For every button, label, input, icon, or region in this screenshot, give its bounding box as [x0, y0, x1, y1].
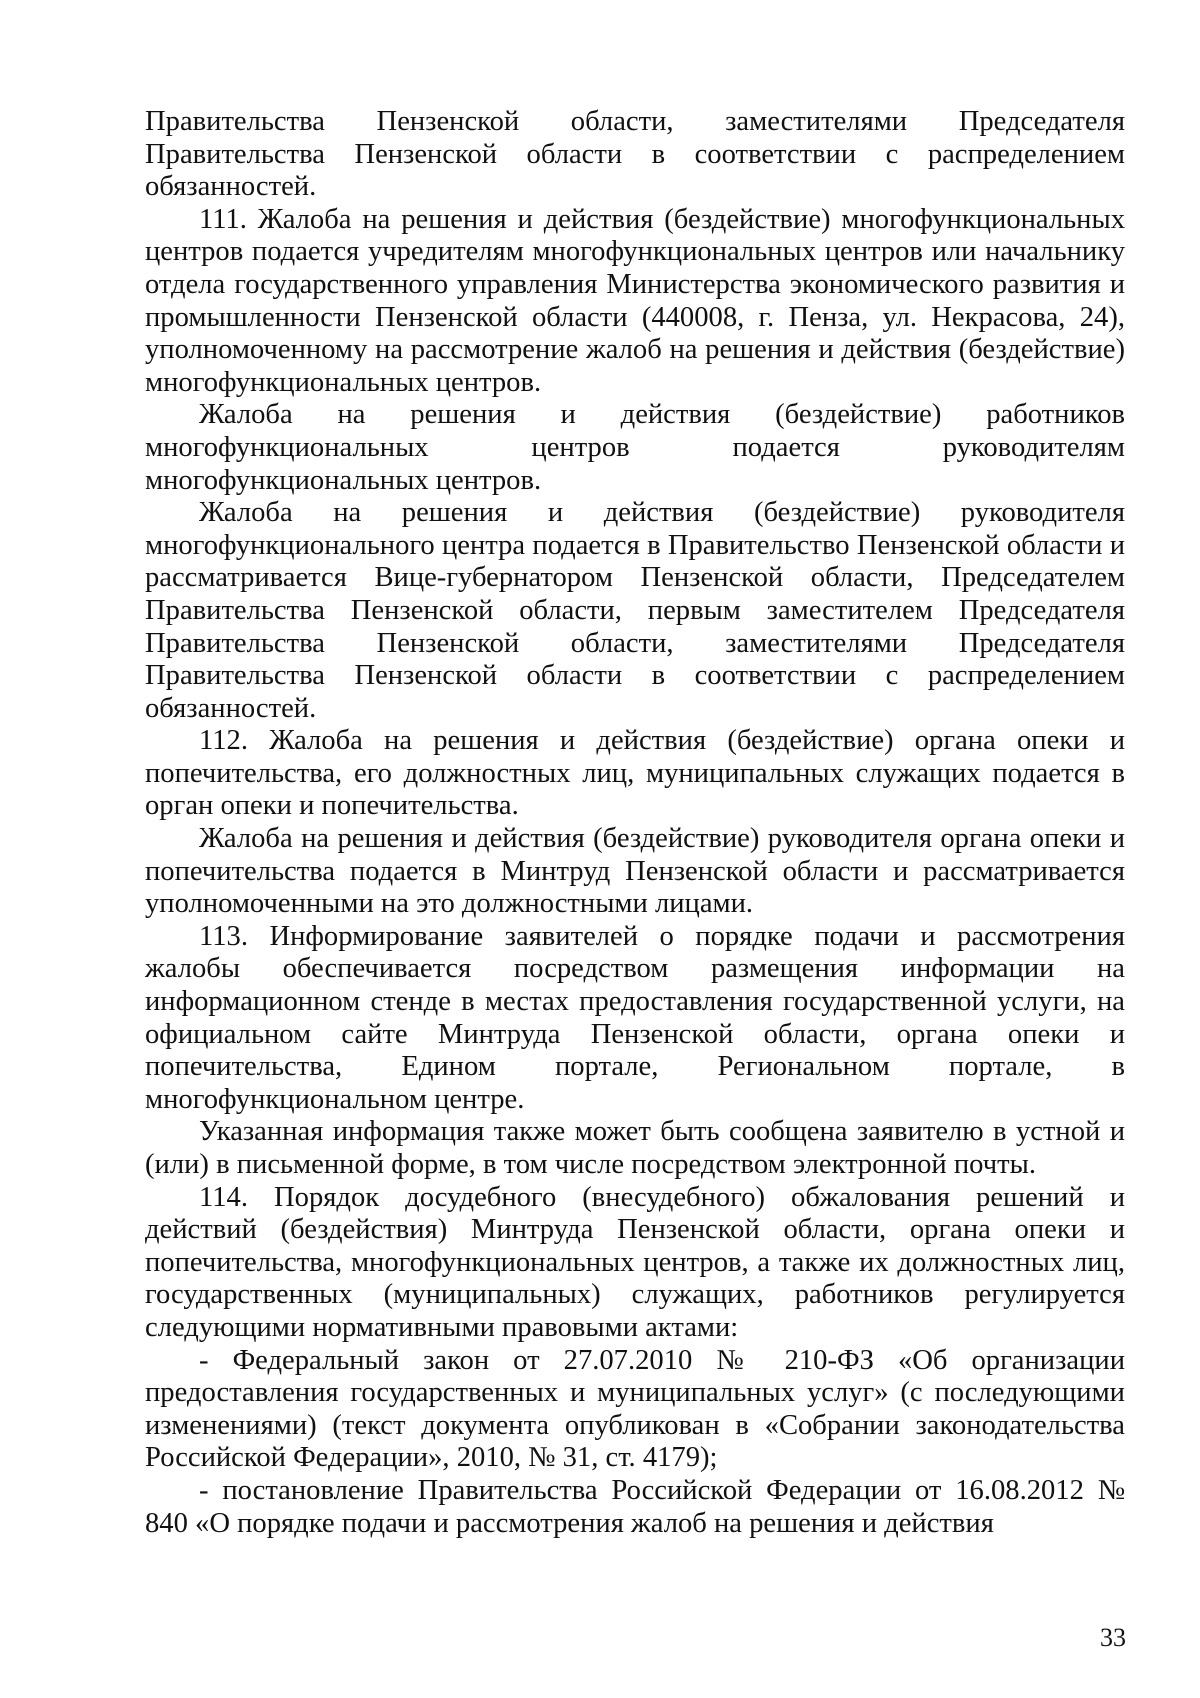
- list-item-federal-law: - Федеральный закон от 27.07.2010 № 210-ФЗ «Об организации предоставления государственных и муниципальных услуг» (с последующими изменениями) (текст документа опубликован в «Собрании законодательства Российской Федерации», 2010, № 31, ст. 4179);: [145, 1344, 1125, 1474]
- paragraph-guardianship-head-complaint: Жалоба на решения и действия (бездействие) руководителя органа опеки и попечительства подается в Минтруд Пензенской области и рассматривается уполномоченными на это должностными лицами.: [145, 823, 1125, 920]
- paragraph-111: 111. Жалоба на решения и действия (бездействие) многофункциональных центров подается учредителям многофункциональных центров или начальнику отдела государственного управления Министерства экономического развития и промышленности Пензенской области (440008, г. Пенза, ул. Некрасова, 24), уполномоченному на рассмотрение жалоб на решения и действия (бездействие) многофункциональных центров.: [145, 203, 1125, 398]
- paragraph-head-complaint: Жалоба на решения и действия (бездействие) руководителя многофункционального центра подается в Правительство Пензенской области и рассматривается Вице-губернатором Пензенской области, Председателем Правительства Пензенской области, первым заместителем Председателя Правительства Пензенской области, заместителями Председателя Правительства Пензенской области в соответствии с распределением обязанностей.: [145, 497, 1125, 724]
- paragraph-112: 112. Жалоба на решения и действия (бездействие) органа опеки и попечительства, его должностных лиц, муниципальных служащих подается в орган опеки и попечительства.: [145, 725, 1125, 822]
- paragraph-114: 114. Порядок досудебного (внесудебного) обжалования решений и действий (бездействия) Минтруда Пензенской области, органа опеки и попечительства, многофункциональных центров, а также их должностных лиц, государственных (муниципальных) служащих, работников регулируется следующими нормативными правовыми актами:: [145, 1181, 1125, 1343]
- paragraph-workers-complaint: Жалоба на решения и действия (бездействие) работников многофункциональных центров подается руководителям многофункциональных центров.: [145, 399, 1125, 496]
- document-page: [145, 106, 1125, 1540]
- paragraph-information-oral: Указанная информация также может быть сообщена заявителю в устной и (или) в письменной форме, в том числе посредством электронной почты.: [145, 1116, 1125, 1180]
- paragraph-113: 113. Информирование заявителей о порядке подачи и рассмотрения жалобы обеспечивается посредством размещения информации на информационном стенде в местах предоставления государственной услуги, на официальном сайте Минтруда Пензенской области, органа опеки и попечительства, Едином портале, Региональном портале, в многофункциональном центре.: [145, 920, 1125, 1115]
- paragraph-continuation: Правительства Пензенской области, заместителями Председателя Правительства Пензенской области в соответствии с распределением обязанностей.: [145, 106, 1125, 203]
- list-item-government-decree: - постановление Правительства Российской Федерации от 16.08.2012 № 840 «О порядке подачи и рассмотрения жалоб на решения и действия: [145, 1474, 1125, 1539]
- page-number: 33: [1100, 1623, 1126, 1652]
